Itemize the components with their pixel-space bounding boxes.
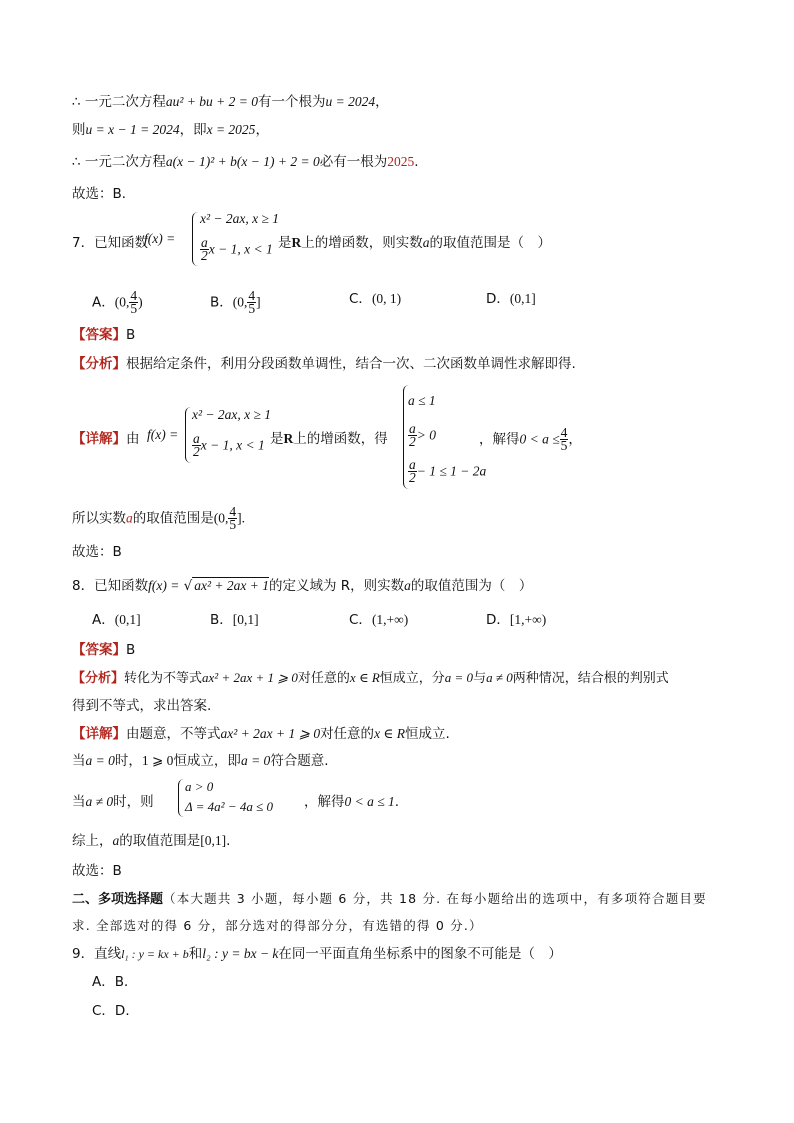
- detail-result: ，解得0 < a ≤ $\frac{4}{5}$ ，: [479, 425, 582, 453]
- case-nonzero-block: 当a ≠ 0时，则 a > 0 Δ = 4a² − 4a ≤ 0 ，解得0 < a ≤ 1.: [72, 776, 472, 820]
- math-value: u = 2024: [325, 94, 376, 109]
- piece-2: $\frac{a}{2}$ x − 1, x < 1: [193, 431, 265, 459]
- math-equation: u = x − 1 = 2024: [85, 122, 180, 137]
- text: 则: [72, 122, 86, 138]
- question-7: [72, 209, 632, 271]
- question-8: 8．已知函数f(x) = √ ax² + 2ax + 1的定义域为 R，则实数a的取值范围为（ ）: [72, 578, 533, 594]
- system-line-1: a ≤ 1: [408, 393, 436, 408]
- option-b[interactable]: B．[0,1]: [210, 612, 259, 628]
- detail-line: 【详解】由题意，不等式ax² + 2ax + 1 ⩾ 0对任意的x ∈ R恒成立.: [72, 726, 450, 742]
- option-a[interactable]: A．(0, $\frac{4}{5}$ ): [92, 288, 143, 316]
- system-brace: [178, 779, 185, 817]
- question-number: 7．已知函数: [72, 235, 149, 251]
- option-c[interactable]: C．(0, 1): [349, 291, 402, 307]
- text: ，: [375, 94, 389, 110]
- answer-line: 【答案】B: [72, 327, 136, 343]
- proof-line-1: [72, 93, 389, 111]
- sqrt-sign: √: [183, 578, 193, 594]
- question-stem: 是R上的增函数，则实数a的取值范围是（ ）: [278, 235, 551, 251]
- system-line-2: $\frac{a}{2}$ > 0: [409, 421, 436, 449]
- option-a[interactable]: A．(0,1]: [92, 612, 141, 628]
- text: 有一个根为: [258, 94, 326, 110]
- text: 必有一根为: [319, 154, 388, 170]
- analysis-line-2: 得到不等式，求出答案.: [72, 698, 212, 714]
- option-d[interactable]: D．(0,1]: [486, 291, 536, 307]
- math-value: 2025: [387, 154, 415, 169]
- math-value: x = 2025: [206, 122, 256, 137]
- piece-2-rest: x − 1, x < 1: [208, 241, 273, 257]
- choose-line: 故选：B: [72, 544, 122, 560]
- choose-line: 故选：B．: [72, 186, 136, 202]
- text: ∴ 一元二次方程: [72, 94, 166, 110]
- radicand: ax² + 2ax + 1: [194, 578, 269, 593]
- options-cd[interactable]: C．D．: [92, 1003, 139, 1019]
- system-line-1: a > 0: [185, 779, 214, 794]
- section-desc: （本大题共 3 小题，每小题 6 分，共 18 分. 在每小题给出的选项中，有多项符合题目要: [163, 891, 707, 906]
- proof-line-2: [72, 121, 269, 139]
- text: ，: [255, 122, 269, 138]
- text: ，即: [179, 122, 207, 138]
- math-equation: au² + bu + 2 = 0: [165, 94, 259, 109]
- question-9: 9．直线l₁ : y = kx + b和l₂ : y = bx − k在同一平面直角坐标系中的图象不可能是（ ）: [72, 946, 562, 962]
- piece-1: x² − 2ax, x ≥ 1: [200, 211, 280, 226]
- options-ab[interactable]: A．B．: [92, 974, 138, 990]
- option-b[interactable]: B．(0, $\frac{4}{5}$ ]: [210, 288, 261, 316]
- math-equation: a(x − 1)² + b(x − 1) + 2 = 0: [165, 154, 320, 169]
- case-zero-line: 当a = 0时，1 ⩾ 0恒成立，即a = 0符合题意.: [72, 753, 329, 769]
- proof-line-3: [72, 153, 419, 171]
- denominator: 2: [201, 248, 208, 263]
- numerator: a: [201, 235, 208, 250]
- piece-2: [200, 237, 273, 262]
- answer-line: 【答案】B: [72, 642, 136, 658]
- system-line-3: $\frac{a}{2}$ − 1 ≤ 1 − 2a: [409, 457, 487, 485]
- section-desc-2: 求. 全部选对的得 6 分，部分选对的得部分分，有选错的得 0 分.）: [72, 918, 483, 933]
- section-header: [72, 890, 707, 909]
- option-c[interactable]: C．(1,+∞): [349, 612, 409, 628]
- text: ∴ 一元二次方程: [72, 154, 166, 170]
- section-title: 二、多项选择题: [72, 892, 164, 907]
- piecewise-brace: [192, 212, 199, 266]
- piece-1: x² − 2ax, x ≥ 1: [192, 407, 272, 422]
- range-line: 所以实数a的取值范围是(0, $\frac{4}{5}$ ].: [72, 504, 245, 532]
- detail-block: 【详解】由 f(x) = x² − 2ax, x ≥ 1 $\frac{a}{2}$ x − 1, x < 1 是R上的增函数，得 a ≤ 1 $\frac{a}{2}$ > 0 $\frac{a}{2}$ − 1 ≤ 1 − 2a ，解得0 < a ≤ $\frac{4}{5}$ ，: [72, 383, 732, 493]
- piecewise-brace: [185, 407, 192, 463]
- function-name: f(x) =: [147, 427, 179, 442]
- summary-line: 综上，a的取值范围是[0,1].: [72, 833, 231, 849]
- analysis-line: 【分析】根据给定条件，利用分段函数单调性，结合一次、二次函数单调性求解即得.: [72, 356, 576, 372]
- choose-line: 故选：B: [72, 863, 122, 879]
- function-name: f(x) =: [144, 231, 176, 246]
- option-d[interactable]: D．[1,+∞): [486, 612, 547, 628]
- system-line-2: Δ = 4a² − 4a ≤ 0: [185, 799, 273, 814]
- analysis-line-1: 【分析】转化为不等式ax² + 2ax + 1 ⩾ 0对任意的x ∈ R恒成立，分a = 0与a ≠ 0两种情况，结合根的判别式: [72, 670, 669, 686]
- text: .: [414, 154, 419, 170]
